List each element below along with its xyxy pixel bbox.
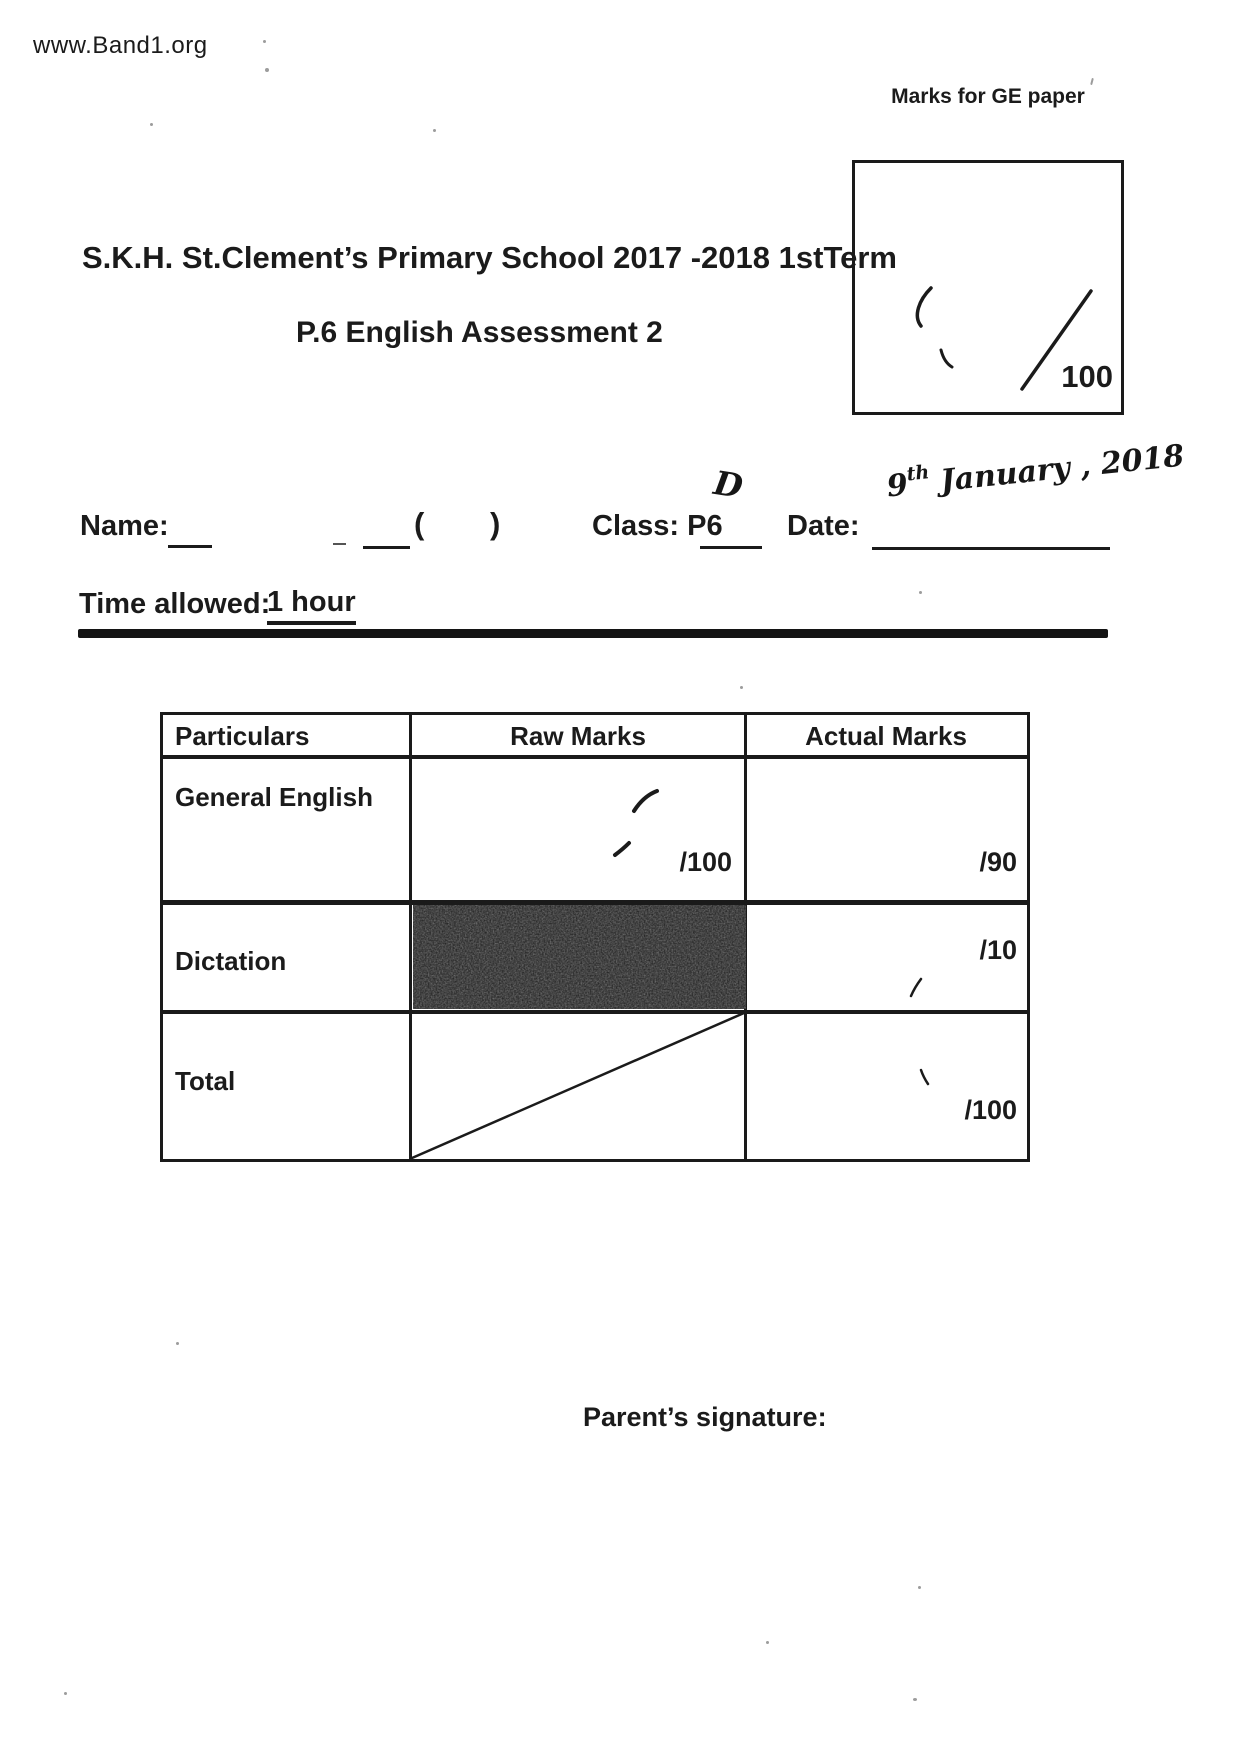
row-label-total: Total xyxy=(175,1066,236,1096)
class-label: Class: P6 xyxy=(592,510,723,542)
date-month-year: January , 2018 xyxy=(938,438,1186,499)
time-allowed-label: Time allowed: xyxy=(79,588,271,620)
header-raw-marks: Raw Marks xyxy=(510,721,646,751)
header-particulars: Particulars xyxy=(175,721,310,751)
scan-speck xyxy=(918,1586,921,1589)
header-actual-marks: Actual Marks xyxy=(805,721,967,751)
scan-speck xyxy=(919,591,922,594)
redacted-score-block xyxy=(413,905,746,1009)
scan-speck xyxy=(64,1692,67,1695)
scan-speck xyxy=(263,40,266,43)
date-ordinal: th xyxy=(905,461,931,486)
marks-score-box xyxy=(852,160,1124,415)
parent-signature-label: Parent’s signature: xyxy=(583,1402,827,1432)
actual-marks-dictation: /10 xyxy=(979,935,1017,965)
table-header-border xyxy=(163,755,1027,759)
marks-denominator: 100 xyxy=(1061,359,1113,394)
scan-speck xyxy=(1090,78,1094,85)
name-label: Name: xyxy=(80,510,169,542)
date-blank-line xyxy=(872,547,1110,550)
raw-marks-general-english: /100 xyxy=(679,847,732,877)
name-blank-line xyxy=(168,545,212,548)
scan-speck xyxy=(740,686,743,689)
site-watermark: www.Band1.org xyxy=(33,32,208,59)
scan-speck xyxy=(150,123,153,126)
row-label-general-english: General English xyxy=(175,782,373,812)
class-handwritten-value: D xyxy=(711,463,746,506)
class-blank-line xyxy=(700,546,762,549)
actual-marks-general-english: /90 xyxy=(979,847,1017,877)
scan-speck xyxy=(766,1641,769,1644)
name-blank-line-2 xyxy=(363,546,410,549)
date-label: Date: xyxy=(787,510,860,542)
row-label-dictation: Dictation xyxy=(175,946,287,976)
marks-box-label: Marks for GE paper xyxy=(891,85,1085,108)
paren-close: ) xyxy=(490,506,501,541)
section-divider-rule xyxy=(78,629,1108,638)
assessment-title: P.6 English Assessment 2 xyxy=(296,316,663,349)
date-handwritten-value xyxy=(885,436,1186,505)
table-col-border-1 xyxy=(409,715,412,1159)
paren-open: ( xyxy=(414,506,425,541)
scan-speck xyxy=(265,68,269,72)
scan-speck xyxy=(913,1698,917,1701)
marks-table xyxy=(160,712,1030,1162)
time-allowed-value: 1 hour xyxy=(267,586,356,625)
actual-marks-total: /100 xyxy=(964,1095,1017,1125)
table-row-border-2 xyxy=(163,1010,1027,1014)
date-day: 9 xyxy=(885,467,910,505)
scan-speck xyxy=(176,1342,179,1345)
scan-speck xyxy=(433,129,436,132)
school-term-title: S.K.H. St.Clement’s Primary School 2017 -2018 1stTerm xyxy=(82,240,897,275)
name-blank-dash xyxy=(333,543,346,545)
